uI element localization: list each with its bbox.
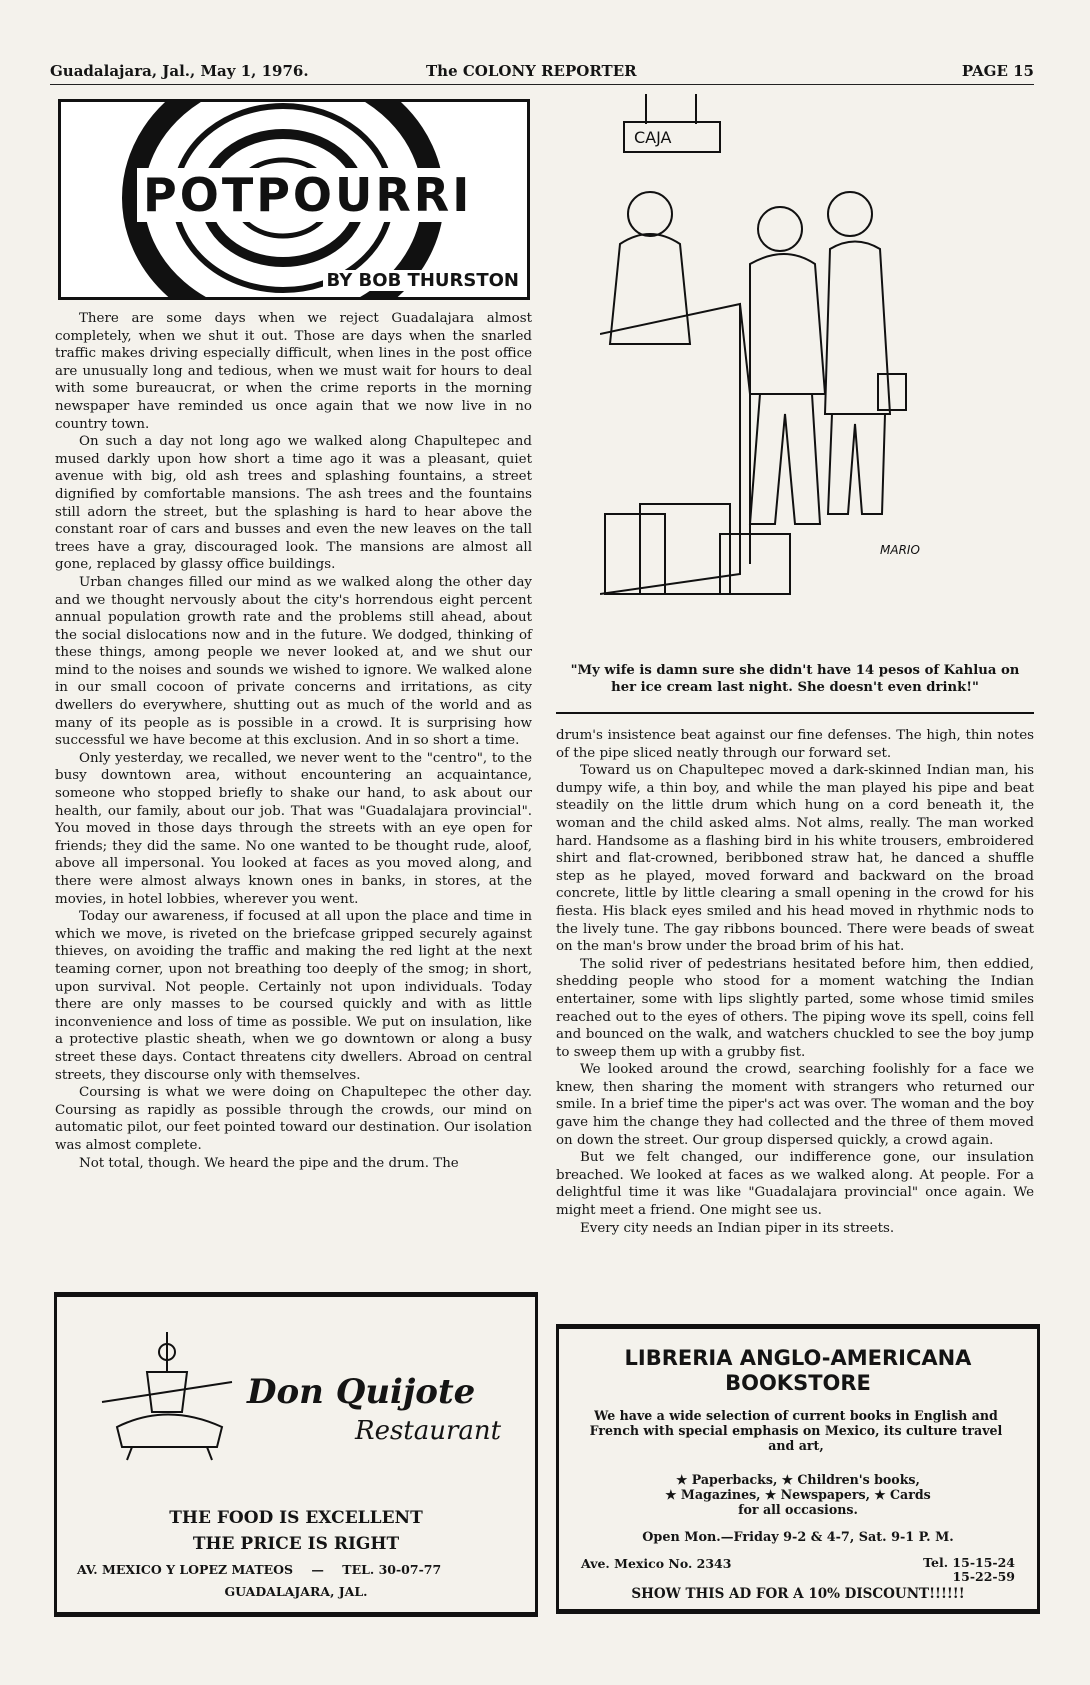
- ad-address-line: [77, 1562, 517, 1577]
- restaurant-address: AV. MEXICO Y LOPEZ MATEOS: [77, 1562, 294, 1577]
- cartoon-illustration: [600, 94, 1020, 654]
- bookstore-hours: Open Mon.—Friday 9-2 & 4-7, Sat. 9-1 P. M.: [642, 1530, 954, 1545]
- ad-bottom-border: [559, 1609, 1037, 1614]
- bookstore-address: Ave. Mexico No. 2343: [581, 1556, 732, 1571]
- newspaper-name: The COLONY REPORTER: [426, 62, 637, 80]
- article-paragraph: Urban changes filled our mind as we walked along the other day and we thought nervously about the city's horrendous eight percent annual population growth rate and the problems still ahead, about the social dislocations now and in the future. We dodged, thinking of these things, among people we never looked at, and we shut our mind to the noises and sounds we wished to ignore. We walked alone in our small cocoon of private concerns and irritations, as city dwellers do everywhere, shutting out as much of the world and as many of its people as is possible in a crowd. It is surprising how successful we have become at this exclusion. And in so short a time.: [55, 574, 532, 749]
- bookstore-phone-1: Tel. 15-15-24: [923, 1555, 1015, 1570]
- bookstore-type: BOOKSTORE: [725, 1371, 871, 1395]
- ad-slogan-1: THE FOOD IS EXCELLENT: [169, 1508, 423, 1528]
- cartoon-signature: MARIO: [880, 543, 920, 557]
- article-paragraph: Every city needs an Indian piper in its streets.: [580, 1220, 895, 1236]
- article-paragraph: On such a day not long ago we walked along Chapultepec and mused darkly upon how short a time ago it was a pleasant, quiet avenue with big, old ash trees and splashing fountains, a street dignified by comfortable mansions. The ash trees and the fountains still adorn the street, but the splashing is hard to hear above the constant roar of cars and busses and even the new leaves on the tall trees have a gray, discouraged look. The mansions are almost all gone, replaced by glassy office buildings.: [55, 434, 532, 573]
- bookstore-discount: SHOW THIS AD FOR A 10% DISCOUNT!!!!!!: [631, 1586, 965, 1602]
- ad-bottom-border: [57, 1612, 535, 1617]
- article-paragraph: We looked around the crowd, searching foolishly for a face we knew, then sharing the moment with strangers who returned our smile. In a brief time the piper's act was over. The woman and the boy gave him the change they had collected and the three of them moved on down the street. Our group dispersed quickly, a crowd again.: [556, 1062, 1034, 1148]
- ad-slogan-2: THE PRICE IS RIGHT: [192, 1534, 400, 1554]
- bookstore-phone-2: 15-22-59: [952, 1569, 1015, 1584]
- bookstore-description: We have a wide selection of current books in English and French with special emphasis on Mexico, its culture travel and art,: [589, 1408, 1003, 1453]
- bookstore-features-1: ★ Paperbacks, ★ Children's books,: [676, 1472, 920, 1487]
- page-header: [50, 62, 1034, 85]
- article-paragraph: The solid river of pedestrians hesitated before him, then eddied, shedding people who stood for a moment watching the Indian entertainer, some with lips slightly parted, some whose timid smiles reached out to the eyes of others. The piping wove its spell, coins fell and bounced on the walk, and watchers chuckled to see the boy jump to sweep them up with a grubby fist.: [556, 956, 1034, 1060]
- restaurant-subtitle: Restaurant: [355, 1416, 502, 1446]
- bookstore-ad: [556, 1324, 1040, 1614]
- article-column-right: [556, 727, 1034, 1237]
- bookstore-phones: [923, 1556, 1015, 1584]
- article-paragraph: Today our awareness, if focused at all upon the place and time in which we move, is riveted on the briefcase gripped securely against thieves, on avoiding the traffic and making the red light at the next teaming corner, upon not breathing too deeply of the smog; in short, upon survival. Not people. Certainly not upon individuals. Today there are only masses to be coursed quickly and with as little inconvenience and loss of time as possible. We put on insulation, like a protective plastic sheath, when we go downtown or along a busy street these days. Contact threatens city dwellers. Abroad on central streets, they discourse only with themselves.: [55, 909, 532, 1083]
- page-number: PAGE 15: [961, 62, 1034, 80]
- bookstore-features-2: ★ Magazines, ★ Newspapers, ★ Cards: [665, 1487, 931, 1502]
- address-separator: —: [311, 1562, 324, 1577]
- restaurant-city: GUADALAJARA, JAL.: [224, 1584, 368, 1599]
- cartoon-caption: "My wife is damn sure she didn't have 14 pesos of Kahlua on her ice cream last night. She doesn't even drink!": [570, 663, 1020, 695]
- article-column-left: [55, 310, 532, 1172]
- article-paragraph: Not total, though. We heard the pipe and the drum. The: [79, 1155, 459, 1171]
- article-paragraph: Only yesterday, we recalled, we never went to the "centro", to the busy downtown area, without encountering an acquaintance, someone who stopped briefly to shake our hand, to ask about our health, our family, about our job. That was "Guadalajara provincial". You moved in those days through the streets with an eye open for friends; they did the same. No one wanted to be thought rude, aloof, above all impersonal. You looked at faces as you moved along, and there were almost always known ones in banks, in stores, at the movies, in hotel lobbies, wherever you went.: [55, 750, 532, 907]
- article-paragraph: But we felt changed, our indifference gone, our insulation breached. We looked at faces as we walked along. At people. For a delightful time it was like "Guadalajara provincial" once again. We might meet a friend. One might see us.: [556, 1150, 1034, 1219]
- dateline: Guadalajara, Jal., May 1, 1976.: [50, 62, 309, 80]
- byline: BY BOB THURSTON: [323, 270, 519, 291]
- ad-top-border: [57, 1292, 535, 1297]
- caption-divider: [556, 712, 1034, 714]
- article-paragraph: Toward us on Chapultepec moved a dark-skinned Indian man, his dumpy wife, a thin boy, and while the man played his pipe and beat steadily on the little drum which hung on a cord beneath it, the woman and the child asked alms. Not alms, really. The man worked hard. Handsome as a flashing bird in his white trousers, embroidered shirt and flat-crowned, beribboned straw hat, he danced a shuffle step as he played, moved forward and backward on the broad concrete, little by little clearing a small opening in the crowd for his fiesta. His black eyes smiled and his head moved in rhythmic nods to the lively tune. The gay ribbons bounced. There were beads of sweat on the man's brow under the broad brim of his hat.: [556, 763, 1034, 955]
- restaurant-name: Don Quijote: [247, 1372, 476, 1412]
- caja-sign: CAJA: [634, 128, 672, 147]
- column-banner: [58, 99, 530, 300]
- article-paragraph: drum's insistence beat against our fine defenses. The high, thin notes of the pipe sliced neatly through our forward set.: [556, 728, 1034, 761]
- bookstore-name: LIBRERIA ANGLO-AMERICANA: [624, 1346, 972, 1370]
- restaurant-phone: TEL. 30-07-77: [342, 1562, 442, 1577]
- bookstore-title: [559, 1346, 1037, 1396]
- banner-title: POTPOURRI: [137, 168, 478, 222]
- article-paragraph: There are some days when we reject Guadalajara almost completely, when we shut it out. Those are days when the snarled traffic makes driving especially difficult, when lines in the post office are unusually long and tedious, when we must wait for hours to deal with some bureaucrat, or when the crime reports in the morning newspaper have reminded us once again that we now live in no country town.: [55, 311, 532, 432]
- don-quijote-sketch: [97, 1332, 237, 1462]
- ad-top-border: [559, 1324, 1037, 1329]
- article-paragraph: Coursing is what we were doing on Chapultepec the other day. Coursing as rapidly as possible through the crowds, our mind on automatic pilot, our feet pointed toward our destination. Our isolation was almost complete.: [55, 1085, 532, 1153]
- bookstore-features-3: for all occasions.: [738, 1502, 858, 1517]
- restaurant-ad: [54, 1292, 538, 1617]
